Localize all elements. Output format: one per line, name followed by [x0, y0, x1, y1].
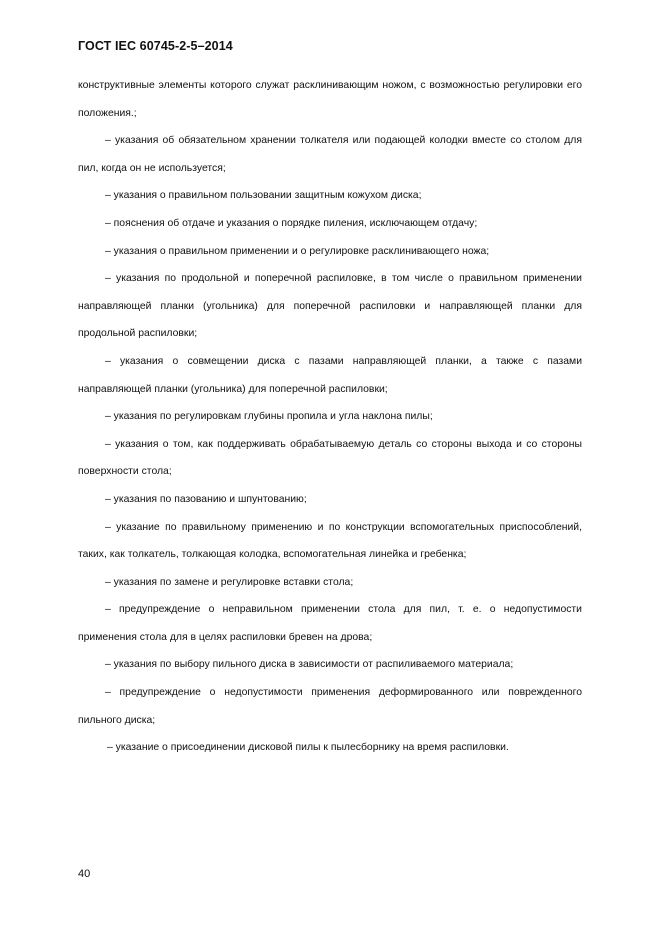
list-item: – указание по правильному применению и по конструкции вспомогательных приспособлений, таких, как толкатель, толкающая колодка, вспомогательная линейка и гребенка; [78, 521, 582, 561]
paragraph-continuation: конструктивные элементы которого служат расклинивающим ножом, с возможностью регулировки его положения.; [78, 80, 582, 119]
list-item: – предупреждение о неправильном применении стола для пил, т. е. о недопустимости применения стола для в целях распиловки бревен на дрова; [78, 604, 582, 643]
list-item: – пояснения об отдаче и указания о порядке пиления, исключающем отдачу; [105, 217, 478, 229]
list-item: – указания об обязательном хранении толкателя или подающей колодки вместе со столом для пил, когда он не используется; [78, 135, 582, 174]
list-item: – указания о совмещении диска с пазами направляющей планки, а также с пазами направляющей планки (угольника) для поперечной распиловки; [78, 355, 582, 395]
list-item: – указания по выбору пильного диска в зависимости от распиливаемого материала; [105, 659, 514, 671]
page-number: 40 [78, 868, 91, 880]
list-item: – предупреждение о недопустимости применения деформированного или поврежденного пильного диска; [78, 687, 582, 726]
list-item: – указания по замене и регулировке вставки стола; [105, 576, 354, 588]
list-item: – указания о том, как поддерживать обрабатываемую деталь со стороны выхода и со стороны поверхности стола; [78, 438, 582, 478]
list-item: – указания о правильном применении и о регулировке расклинивающего ножа; [105, 245, 490, 257]
list-item: – указания по регулировкам глубины пропила и угла наклона пилы; [105, 411, 433, 423]
document-header: ГОСТ IEC 60745-2-5–2014 [78, 39, 233, 53]
document-body [78, 72, 582, 762]
list-item: – указание о присоединении дисковой пилы к пылесборнику на время распиловки. [107, 742, 509, 754]
list-item: – указания по пазованию и шпунтованию; [105, 493, 307, 505]
list-item: – указания по продольной и поперечной распиловке, в том числе о правильном применении направляющей планки (угольника) для поперечной распиловки и направляющей планки для продольной распиловки; [78, 273, 582, 340]
list-item: – указания о правильном пользовании защитным кожухом диска; [105, 190, 422, 202]
